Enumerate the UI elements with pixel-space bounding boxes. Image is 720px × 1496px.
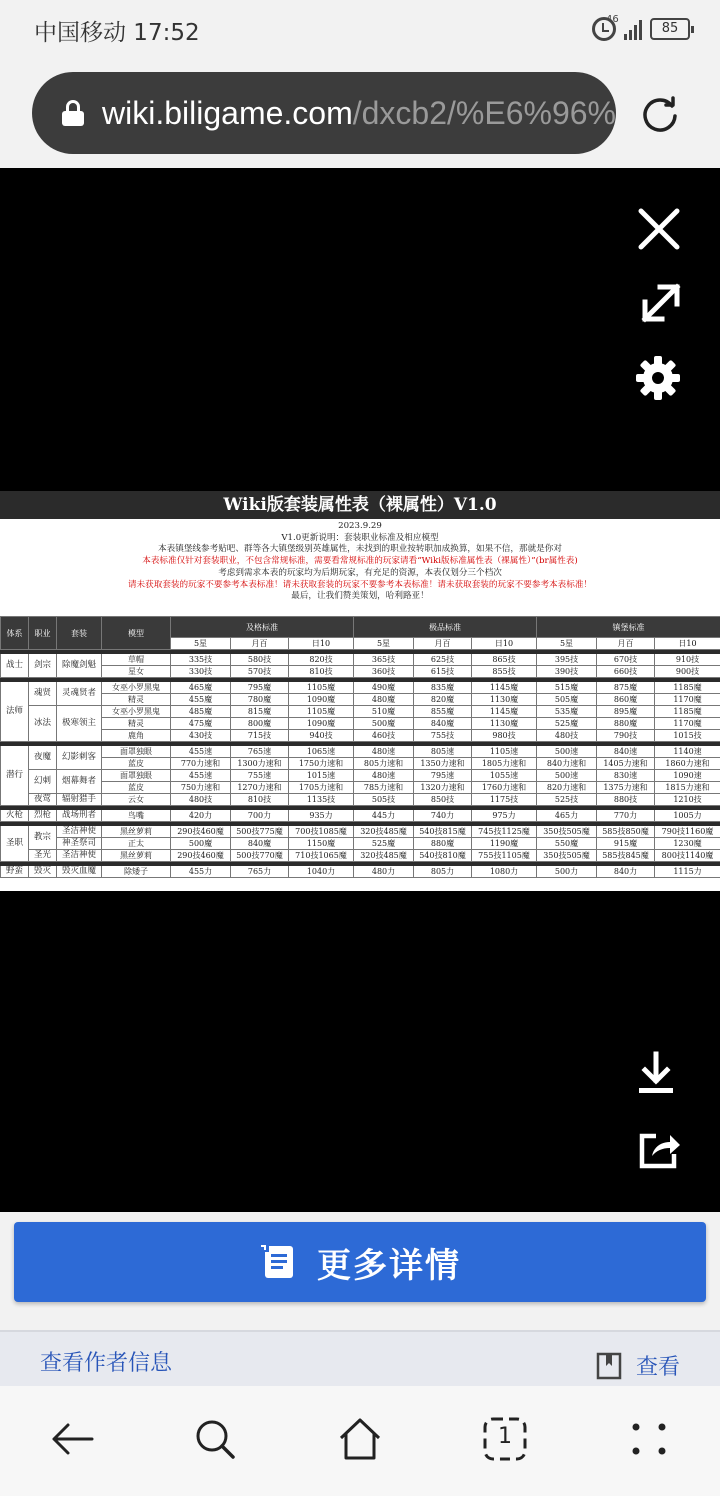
value-cell: 755速 (231, 770, 289, 782)
value-cell: 455魔 (171, 694, 231, 706)
table-row (1, 694, 720, 706)
document-icon (259, 1242, 299, 1282)
value-cell: 480技 (537, 730, 597, 742)
value-cell: 1405力速和 (597, 758, 655, 770)
value-cell: 1175技 (472, 794, 537, 806)
model-cell: 精灵 (102, 694, 171, 706)
value-cell: 480力 (354, 866, 414, 878)
set-cell: 神圣祭司 (57, 838, 102, 850)
value-cell: 420力 (171, 810, 231, 822)
value-cell: 525技 (537, 794, 597, 806)
table-row (1, 866, 720, 878)
value-cell: 975力 (472, 810, 537, 822)
value-cell: 390技 (537, 666, 597, 678)
value-cell: 290技460魔 (171, 850, 231, 862)
set-cell: 圣洁神使 (57, 826, 102, 838)
sub-header: 月百 (414, 638, 472, 650)
model-cell: 云女 (102, 794, 171, 806)
value-cell: 1105速 (472, 746, 537, 758)
value-cell: 480速 (354, 770, 414, 782)
set-cell: 圣洁神使 (57, 850, 102, 862)
model-cell: 蓝皮 (102, 758, 171, 770)
value-cell: 750力速和 (171, 782, 231, 794)
table-row (1, 850, 720, 862)
note-line: 2023.9.29 (338, 521, 382, 531)
table-row (1, 654, 720, 666)
value-cell: 840力速和 (537, 758, 597, 770)
value-cell: 865技 (472, 654, 537, 666)
model-cell: 精灵 (102, 718, 171, 730)
author-row (0, 1330, 720, 1386)
value-cell: 790技1160魔 (655, 826, 720, 838)
value-cell: 455速 (171, 746, 231, 758)
value-cell: 880魔 (597, 718, 655, 730)
class-cell: 圣光 (29, 850, 57, 862)
value-cell: 1065速 (289, 746, 354, 758)
sub-header: 日10 (472, 638, 537, 650)
table-row (1, 838, 720, 850)
value-cell: 525魔 (354, 838, 414, 850)
url-host: wiki.biligame.com (102, 94, 353, 131)
table-row (1, 794, 720, 806)
value-cell: 810技 (231, 794, 289, 806)
value-cell: 1150魔 (289, 838, 354, 850)
value-cell: 1130魔 (472, 694, 537, 706)
value-cell: 1750力速和 (289, 758, 354, 770)
value-cell: 500技775魔 (231, 826, 289, 838)
value-cell: 1145魔 (472, 682, 537, 694)
signal-icon (606, 14, 642, 40)
value-cell: 320技485魔 (354, 850, 414, 862)
value-cell: 835魔 (414, 682, 472, 694)
value-cell: 670技 (597, 654, 655, 666)
value-cell: 1015速 (289, 770, 354, 782)
value-cell: 525魔 (537, 718, 597, 730)
battery-icon: 85 (650, 18, 690, 40)
value-cell: 1040力 (289, 866, 354, 878)
model-cell: 星女 (102, 666, 171, 678)
settings-icon[interactable] (633, 353, 683, 403)
value-cell: 1090魔 (289, 694, 354, 706)
system-cell: 火枪 (1, 810, 29, 822)
value-cell: 790技 (597, 730, 655, 742)
value-cell: 1170魔 (655, 694, 720, 706)
set-cell: 烟幕舞者 (57, 770, 102, 794)
value-cell: 1170魔 (655, 718, 720, 730)
value-cell: 475魔 (171, 718, 231, 730)
value-cell: 1080力 (472, 866, 537, 878)
book-icon (596, 1352, 622, 1380)
value-cell: 480速 (354, 746, 414, 758)
sub-header: 日10 (289, 638, 354, 650)
attribute-table (0, 616, 720, 878)
header-system: 体系 (1, 617, 29, 650)
value-cell: 1055速 (472, 770, 537, 782)
value-cell: 465力 (537, 810, 597, 822)
table-row (1, 770, 720, 782)
download-icon[interactable] (631, 1048, 681, 1098)
network-type: 46 (606, 14, 619, 25)
value-cell: 815魔 (231, 706, 289, 718)
value-cell: 500技770魔 (231, 850, 289, 862)
value-cell: 840速 (597, 746, 655, 758)
value-cell: 745技1125魔 (472, 826, 537, 838)
model-cell: 黑丝萝莉 (102, 850, 171, 862)
more-details-button[interactable] (14, 1222, 706, 1302)
value-cell: 535魔 (537, 706, 597, 718)
value-cell: 820力速和 (537, 782, 597, 794)
value-cell: 715技 (231, 730, 289, 742)
lock-icon (62, 100, 80, 126)
value-cell: 880魔 (414, 838, 472, 850)
value-cell: 765速 (231, 746, 289, 758)
author-info-link[interactable]: 查看作者信息 (40, 1351, 173, 1376)
set-cell: 灵魂贤者 (57, 682, 102, 706)
value-cell: 1185魔 (655, 706, 720, 718)
value-cell: 820技 (289, 654, 354, 666)
value-cell: 1760力速和 (472, 782, 537, 794)
value-cell: 1350力速和 (414, 758, 472, 770)
header-tier-pass: 及格标准 (171, 617, 354, 638)
address-bar[interactable] (32, 72, 616, 154)
set-cell: 辐射猎手 (57, 794, 102, 806)
sheet-notes (0, 519, 720, 616)
value-cell: 1185魔 (655, 682, 720, 694)
class-cell: 冰法 (29, 706, 57, 742)
table-row (1, 758, 720, 770)
set-cell: 极寒领主 (57, 706, 102, 742)
value-cell: 1105魔 (289, 682, 354, 694)
url-path: /dxcb2/%E6%96% (352, 94, 616, 131)
value-cell: 580技 (231, 654, 289, 666)
view-button[interactable] (596, 1350, 680, 1381)
model-cell: 蓝皮 (102, 782, 171, 794)
table-row (1, 746, 720, 758)
value-cell: 780魔 (231, 694, 289, 706)
value-cell: 460技 (354, 730, 414, 742)
value-cell: 350技505魔 (537, 850, 597, 862)
model-cell: 除矮子 (102, 866, 171, 878)
value-cell: 540技815魔 (414, 826, 472, 838)
value-cell: 505技 (354, 794, 414, 806)
tabs-count: 1 (498, 1424, 512, 1449)
value-cell: 910技 (655, 654, 720, 666)
class-cell: 夜莺 (29, 794, 57, 806)
value-cell: 860魔 (597, 694, 655, 706)
value-cell: 1115力 (655, 866, 720, 878)
value-cell: 840魔 (414, 718, 472, 730)
back-icon[interactable] (48, 1414, 98, 1464)
system-cell: 法师 (1, 682, 29, 742)
value-cell: 350技505魔 (537, 826, 597, 838)
value-cell: 500力 (537, 866, 597, 878)
value-cell: 840魔 (231, 838, 289, 850)
value-cell: 1705力速和 (289, 782, 354, 794)
value-cell: 785力速和 (354, 782, 414, 794)
sheet-title: Wiki版套装属性表（裸属性）V1.0 (0, 491, 720, 519)
value-cell: 770力速和 (171, 758, 231, 770)
model-cell: 面罩独眼 (102, 770, 171, 782)
value-cell: 1300力速和 (231, 758, 289, 770)
table-row (1, 826, 720, 838)
value-cell: 855技 (472, 666, 537, 678)
status-bar (0, 0, 720, 60)
value-cell: 485魔 (171, 706, 231, 718)
class-cell: 教宗 (29, 826, 57, 850)
value-cell: 900技 (655, 666, 720, 678)
value-cell: 365技 (354, 654, 414, 666)
value-cell: 800技1140魔 (655, 850, 720, 862)
sub-header: 月百 (231, 638, 289, 650)
sub-header: 5星 (537, 638, 597, 650)
value-cell: 755技1105魔 (472, 850, 537, 862)
value-cell: 880技 (597, 794, 655, 806)
value-cell: 625技 (414, 654, 472, 666)
value-cell: 1190魔 (472, 838, 537, 850)
table-row (1, 718, 720, 730)
note-line: 本表标准仅针对套装职业，不包含常规标准，需要看常规标准的玩家请看“Wiki版标准属性表（裸属性）”(br属性表) (142, 556, 578, 567)
value-cell: 1860力速和 (655, 758, 720, 770)
value-cell: 500魔 (171, 838, 231, 850)
value-cell: 330技 (171, 666, 231, 678)
value-cell: 1005力 (655, 810, 720, 822)
value-cell: 805力速和 (354, 758, 414, 770)
system-cell: 潜行 (1, 746, 29, 806)
note-line: 请未获取套装的玩家不要参考本表标准！请未获取套装的玩家不要参考本表标准！请未获取套装的玩家不要参考本表标准！ (127, 579, 593, 590)
menu-icon[interactable] (624, 1414, 674, 1464)
value-cell: 1135技 (289, 794, 354, 806)
model-cell: 黑丝萝莉 (102, 826, 171, 838)
value-cell: 700技1085魔 (289, 826, 354, 838)
system-cell: 圣职 (1, 826, 29, 862)
url-text[interactable] (102, 95, 616, 132)
set-cell: 毁灭血魔 (57, 866, 102, 878)
sub-header: 5星 (354, 638, 414, 650)
model-cell: 女巫小罗黑鬼 (102, 706, 171, 718)
note-line: 本表镇堡线参考贴吧、群等各大镇堡级别英雄属性，未找到的职业按转职加成换算，如果不信，那就是你对 (158, 544, 562, 555)
note-line: 考虑到需求本表的玩家均为后期玩家，有充足的资源，本表仅划分三个档次 (218, 567, 502, 578)
table-row (1, 730, 720, 742)
view-label: 查看 (635, 1355, 680, 1380)
value-cell: 840力 (597, 866, 655, 878)
value-cell: 585技845魔 (597, 850, 655, 862)
value-cell: 500魔 (354, 718, 414, 730)
set-cell: 幻影刺客 (57, 746, 102, 770)
value-cell: 940技 (289, 730, 354, 742)
value-cell: 480技 (171, 794, 231, 806)
status-icons (592, 14, 690, 44)
note-line: V1.0更新说明：套装职业标准及相应模型 (281, 532, 439, 543)
value-cell: 455速 (171, 770, 231, 782)
value-cell: 505魔 (537, 694, 597, 706)
table-row (1, 810, 720, 822)
header-model: 模型 (102, 617, 171, 650)
value-cell: 1210技 (655, 794, 720, 806)
model-cell: 鹿角 (102, 730, 171, 742)
value-cell: 795魔 (231, 682, 289, 694)
table-row (1, 782, 720, 794)
value-cell: 740力 (414, 810, 472, 822)
class-cell: 烈枪 (29, 810, 57, 822)
value-cell: 1090魔 (289, 718, 354, 730)
value-cell: 770力 (597, 810, 655, 822)
value-cell: 1145魔 (472, 706, 537, 718)
value-cell: 1815力速和 (655, 782, 720, 794)
model-cell: 面罩独眼 (102, 746, 171, 758)
value-cell: 540技810魔 (414, 850, 472, 862)
value-cell: 570技 (231, 666, 289, 678)
value-cell: 935力 (289, 810, 354, 822)
search-icon[interactable] (190, 1414, 240, 1464)
model-cell: 女巫小罗黑鬼 (102, 682, 171, 694)
value-cell: 1015技 (655, 730, 720, 742)
more-details-label: 更多详情 (317, 1245, 461, 1286)
value-cell: 1140速 (655, 746, 720, 758)
reload-icon[interactable] (640, 94, 680, 134)
set-cell: 战场刑者 (57, 810, 102, 822)
value-cell: 660技 (597, 666, 655, 678)
value-cell: 500速 (537, 770, 597, 782)
value-cell: 1090速 (655, 770, 720, 782)
value-cell: 810技 (289, 666, 354, 678)
value-cell: 855魔 (414, 706, 472, 718)
value-cell: 510魔 (354, 706, 414, 718)
table-row (1, 706, 720, 718)
sub-header: 日10 (655, 638, 720, 650)
header-tier-best: 极品标准 (354, 617, 537, 638)
value-cell: 395技 (537, 654, 597, 666)
class-cell: 幻刺 (29, 770, 57, 794)
model-cell: 草帽 (102, 654, 171, 666)
value-cell: 550魔 (537, 838, 597, 850)
value-cell: 980技 (472, 730, 537, 742)
class-cell: 剑宗 (29, 654, 57, 678)
value-cell: 445力 (354, 810, 414, 822)
header-set: 套装 (57, 617, 102, 650)
system-cell: 野蛮 (1, 866, 29, 878)
value-cell: 875魔 (597, 682, 655, 694)
value-cell: 585技850魔 (597, 826, 655, 838)
table-row (1, 682, 720, 694)
value-cell: 455力 (171, 866, 231, 878)
model-cell: 正太 (102, 838, 171, 850)
value-cell: 1375力速和 (597, 782, 655, 794)
class-cell: 夜魔 (29, 746, 57, 770)
sub-header: 5星 (171, 638, 231, 650)
value-cell: 1320力速和 (414, 782, 472, 794)
value-cell: 795速 (414, 770, 472, 782)
value-cell: 1130魔 (472, 718, 537, 730)
value-cell: 710技1065魔 (289, 850, 354, 862)
value-cell: 335技 (171, 654, 231, 666)
header-class: 职业 (29, 617, 57, 650)
class-cell: 毁灭 (29, 866, 57, 878)
home-icon[interactable] (335, 1414, 385, 1464)
value-cell: 895魔 (597, 706, 655, 718)
value-cell: 800魔 (231, 718, 289, 730)
value-cell: 320技485魔 (354, 826, 414, 838)
value-cell: 1805力速和 (472, 758, 537, 770)
value-cell: 500速 (537, 746, 597, 758)
value-cell: 360技 (354, 666, 414, 678)
share-icon[interactable] (634, 1124, 684, 1174)
value-cell: 1270力速和 (231, 782, 289, 794)
value-cell: 430技 (171, 730, 231, 742)
value-cell: 490魔 (354, 682, 414, 694)
header-tier-fortress: 镇堡标准 (537, 617, 720, 638)
expand-icon[interactable] (636, 278, 686, 328)
value-cell: 850技 (414, 794, 472, 806)
model-cell: 鸟嘴 (102, 810, 171, 822)
value-cell: 515魔 (537, 682, 597, 694)
value-cell: 615技 (414, 666, 472, 678)
value-cell: 1230魔 (655, 838, 720, 850)
value-cell: 465魔 (171, 682, 231, 694)
bottom-navigation (0, 1386, 720, 1496)
value-cell: 820魔 (414, 694, 472, 706)
value-cell: 915魔 (597, 838, 655, 850)
value-cell: 480魔 (354, 694, 414, 706)
value-cell: 805速 (414, 746, 472, 758)
close-icon[interactable] (634, 204, 684, 254)
value-cell: 290技460魔 (171, 826, 231, 838)
set-cell: 除魔剑魁 (57, 654, 102, 678)
table-row (1, 666, 720, 678)
system-cell: 战士 (1, 654, 29, 678)
tabs-button[interactable] (480, 1414, 530, 1464)
note-line: 最后，让我们赞美策划，哈利路亚！ (291, 591, 429, 602)
value-cell: 1105魔 (289, 706, 354, 718)
class-cell: 魂贤 (29, 682, 57, 706)
attribute-table-image (0, 491, 720, 891)
value-cell: 765力 (231, 866, 289, 878)
value-cell: 700力 (231, 810, 289, 822)
value-cell: 805力 (414, 866, 472, 878)
carrier-time: 中国移动 17:52 (34, 20, 200, 46)
value-cell: 830速 (597, 770, 655, 782)
sub-header: 月百 (597, 638, 655, 650)
value-cell: 755技 (414, 730, 472, 742)
